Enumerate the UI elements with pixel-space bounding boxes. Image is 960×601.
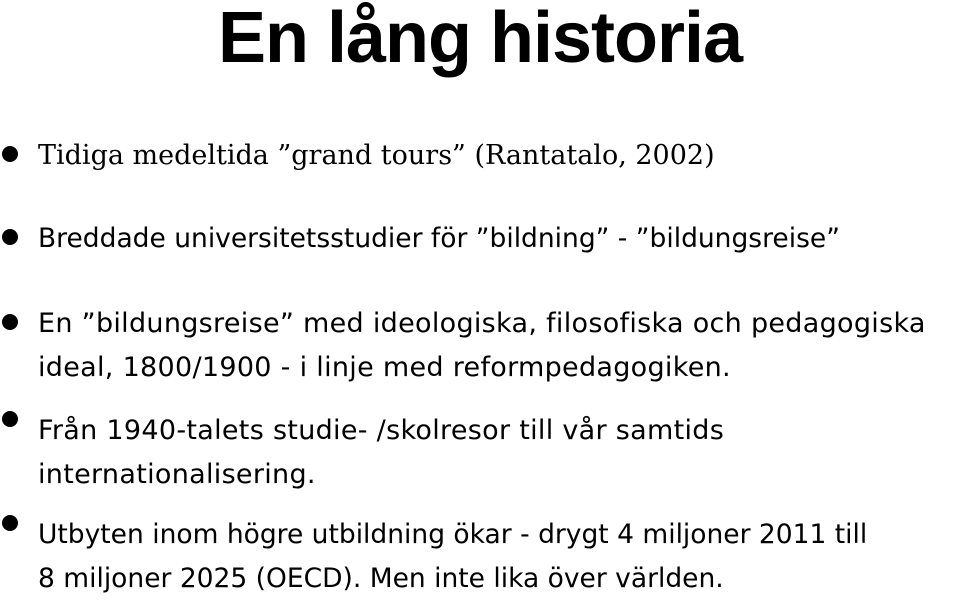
slide-title: En lång historia [217,0,743,78]
bullet-dot-icon [2,314,18,330]
bullet-dot-icon [2,515,18,531]
bullet-text [38,302,958,390]
bullet-line: En ”bildungsreise” med ideologiska, filosofiska och pedagogiska [38,308,926,339]
bullet-text [38,217,958,261]
bullet-text [38,513,958,601]
bullet-line: 8 miljoner 2025 (OECD). Men inte lika över världen. [38,563,724,594]
bullet-line: Utbyten inom högre utbildning ökar - drygt 4 miljoner 2011 till [38,519,868,550]
bullet-text [38,134,958,178]
bullet-line: Från 1940-talets studie- /skolresor till vår samtids [38,415,725,446]
bullet-line: ideal, 1800/1900 - i linje med reformpedagogiken. [38,352,731,383]
bullet-line: internationalisering. [38,459,316,490]
bullet-text [38,409,958,497]
bullet-dot-icon [2,229,18,245]
bullet-line: Tidiga medeltida ”grand tours” (Rantatalo, 2002) [38,140,715,171]
bullet-dot-icon [2,411,18,427]
bullet-dot-icon [2,146,18,162]
bullet-line: Breddade universitetsstudier för ”bildning” - ”bildungsreise” [38,223,840,254]
